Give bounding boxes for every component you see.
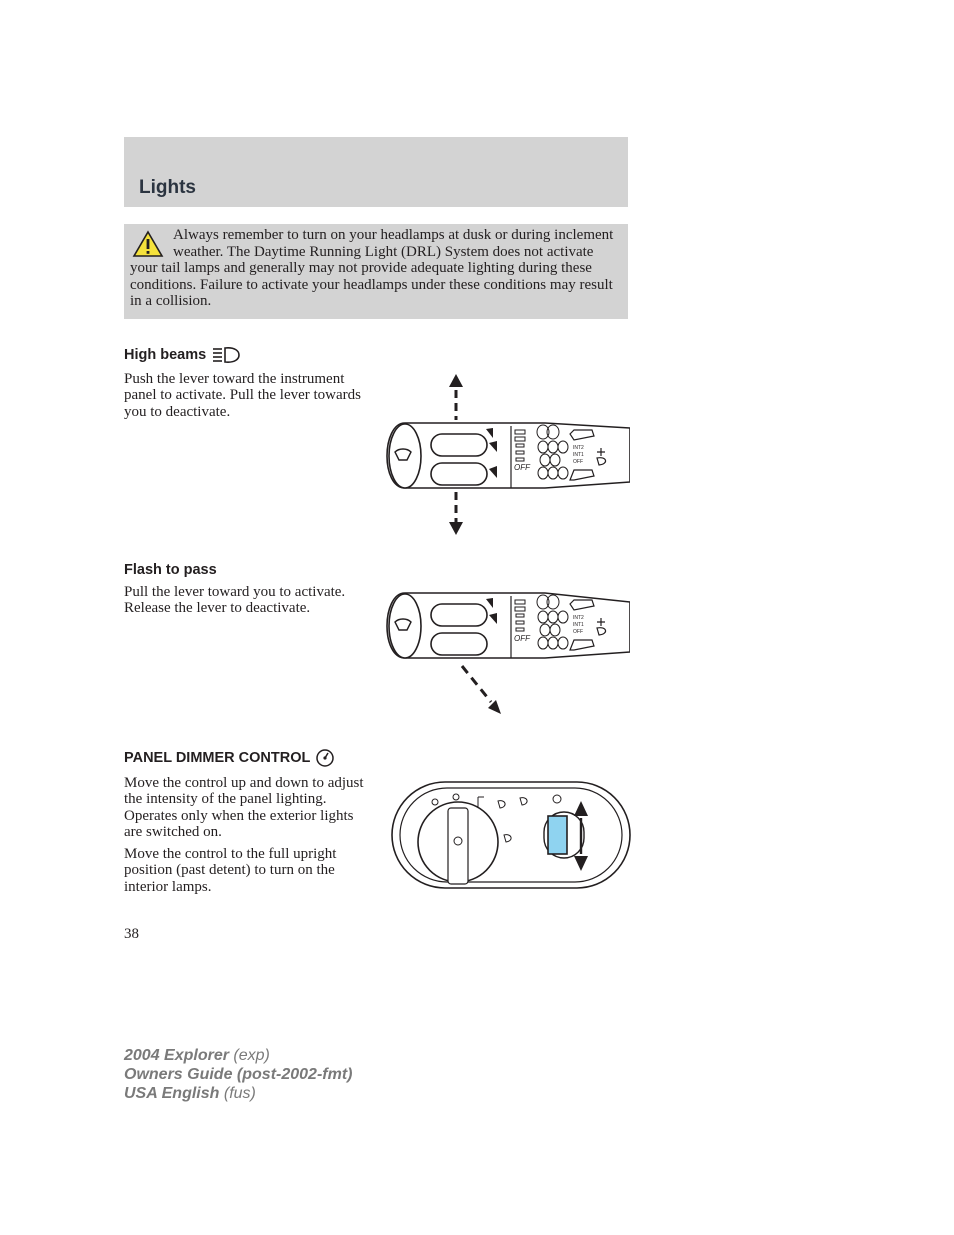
panel-dimmer-text-2: Move the control to the full upright position (past detent) to turn on the interior lamps. (124, 846, 337, 895)
svg-text:INT1: INT1 (573, 622, 584, 628)
warning-text: Always remember to turn on your headlamps at dusk or during inclement weather. The Daytime Running Light (DRL) System does not activate your tail lamps and generally may not provide adequate lighting during these conditions. Failure to activate your headlamps under these conditions may result in a collision. (130, 227, 614, 310)
flash-to-pass-heading: Flash to pass (124, 562, 217, 578)
svg-text:INT1: INT1 (573, 452, 584, 458)
high-beam-icon (211, 346, 241, 364)
svg-text:INT2: INT2 (573, 615, 584, 621)
footer (124, 1046, 352, 1103)
svg-text:OFF: OFF (514, 634, 530, 643)
high-beams-heading-text: High beams (124, 347, 207, 363)
page-number: 38 (124, 926, 139, 942)
section-title: Lights (139, 177, 196, 198)
arrow-pull-icon (462, 666, 491, 702)
svg-text:OFF: OFF (514, 463, 530, 472)
panel-dimmer-icon (315, 748, 335, 768)
panel-dimmer-text-1: Move the control up and down to adjust the intensity of the panel lighting. Operates only when the exterior lights are switched on. (124, 775, 364, 841)
warning-box (124, 224, 628, 319)
high-beams-heading (124, 346, 241, 364)
headlamp-control-panel-figure (390, 780, 632, 892)
multifunction-lever-high-beams-figure (385, 372, 630, 538)
footer-line-1: 2004 Explorer (exp) (124, 1047, 270, 1064)
arrow-down-icon (449, 522, 463, 535)
section-header-band (124, 137, 628, 207)
svg-text:OFF: OFF (573, 629, 583, 635)
footer-line-2: Owners Guide (post-2002-fmt) (124, 1066, 353, 1083)
flash-to-pass-text: Pull the lever toward you to activate. Release the lever to deactivate. (124, 584, 346, 617)
svg-text:INT2: INT2 (573, 445, 584, 451)
svg-text:OFF: OFF (573, 459, 583, 465)
panel-dimmer-heading (124, 748, 335, 768)
multifunction-lever-flash-to-pass-figure (385, 588, 630, 716)
footer-line-3: USA English (fus) (124, 1085, 256, 1102)
panel-dimmer-heading-text: PANEL DIMMER CONTROL (124, 750, 311, 766)
high-beams-text: Push the lever toward the instrument panel to activate. Pull the lever towards you to deactivate. (124, 371, 362, 420)
arrow-up-icon (449, 374, 463, 387)
dimmer-slider (548, 816, 567, 854)
